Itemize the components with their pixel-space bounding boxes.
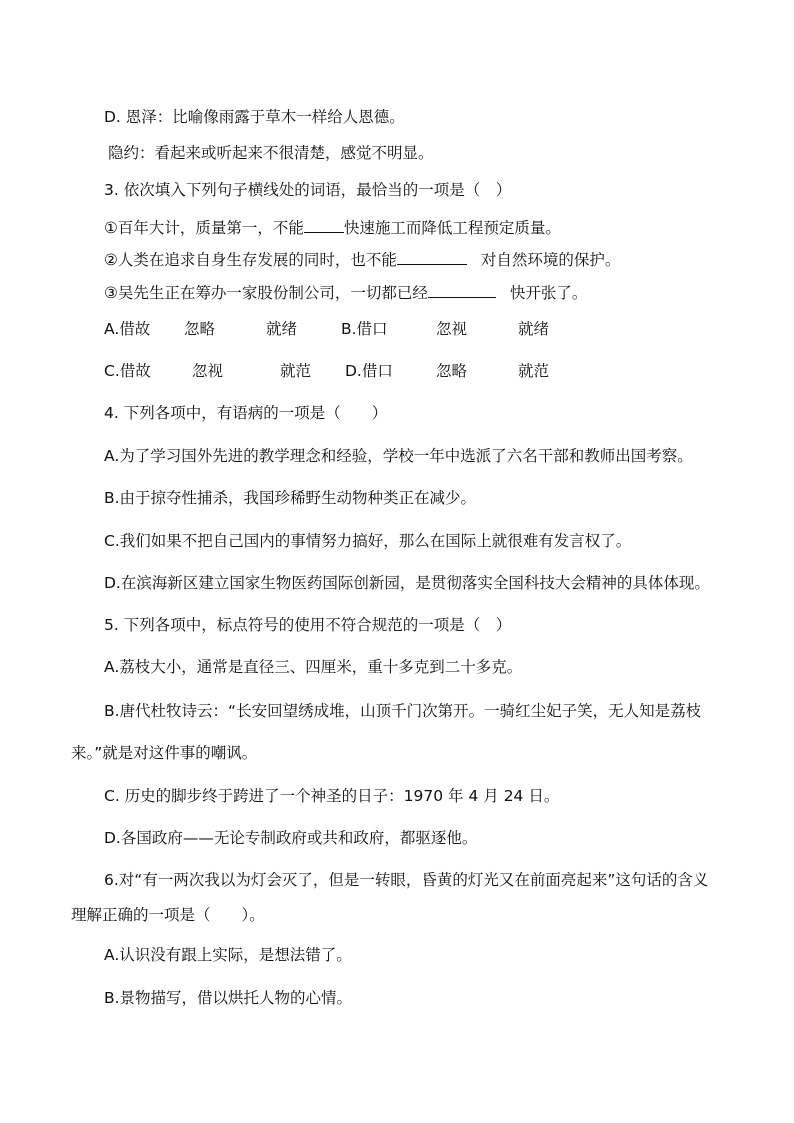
question-4-option-a: A.为了学习国外先进的教学理念和经验，学校一年中选派了六名干部和教师出国考察。 (104, 447, 693, 465)
q3-option-d-word2: 忽略 (436, 362, 468, 380)
fill-blank-3 (428, 281, 496, 298)
definition-yinyue: 隐约：看起来或听起来不很清楚，感觉不明显。 (108, 144, 434, 162)
q3-option-c-word2: 忽视 (192, 362, 224, 380)
question-6-title-line1: 6.对“有一两次我以为灯会灭了，但是一转眼，昏黄的灯光又在前面亮起来”这句话的含义 (104, 871, 709, 889)
question-4-option-b: B.由于掠夺性捕杀，我国珍稀野生动物种类正在减少。 (104, 489, 477, 507)
question-3-title: 3. 依次填入下列句子横线处的词语，最恰当的一项是（ ） (104, 181, 512, 199)
definition-enze: D. 恩泽：比喻像雨露于草木一样给人恩德。 (104, 108, 405, 126)
question-3-sentence-2 (104, 248, 620, 271)
q3-option-a-label: A.借故 (104, 320, 151, 338)
q3-option-d-word3: 就范 (518, 362, 550, 380)
q3-option-b-word3: 就绪 (518, 320, 550, 338)
q3-option-b-label: B.借口 (341, 320, 388, 338)
question-5-option-a: A.荔枝大小，通常是直径三、四厘米，重十多克到二十多克。 (104, 658, 523, 676)
question-5-option-d: D.各国政府——无论专制政府或共和政府，都驱逐他。 (104, 829, 478, 847)
question-4-option-d: D.在滨海新区建立国家生物医药国际创新园，是贯彻落实全国科技大会精神的具体体现。 (104, 574, 710, 592)
sentence-1-part-b: 快速施工而降低工程预定质量。 (343, 219, 561, 237)
fill-blank-1 (304, 216, 344, 233)
sentence-2-part-a: ②人类在追求自身生存发展的同时，也不能 (104, 251, 397, 269)
question-5-title: 5. 下列各项中，标点符号的使用不符合规范的一项是（ ） (104, 616, 512, 634)
question-5-option-b-line2: 来。”就是对这件事的嘲讽。 (71, 744, 258, 762)
q3-option-c-label: C.借故 (104, 362, 151, 380)
question-6-option-b: B.景物描写，借以烘托人物的心情。 (104, 989, 353, 1007)
q3-option-c-word3: 就范 (280, 362, 312, 380)
q3-option-b-word2: 忽视 (436, 320, 468, 338)
sentence-2-part-b: 对自然环境的保护。 (480, 251, 621, 269)
question-3-sentence-3 (104, 281, 587, 304)
q3-option-a-word3: 就绪 (266, 320, 298, 338)
sentence-3-part-b: 快开张了。 (509, 284, 588, 302)
question-6-title-line2: 理解正确的一项是（ ）。 (71, 906, 265, 924)
question-6-option-a: A.认识没有跟上实际，是想法错了。 (104, 946, 352, 964)
sentence-1-part-a: ①百年大计，质量第一，不能 (104, 219, 304, 237)
q3-option-d-label: D.借口 (345, 362, 393, 380)
question-4-title: 4. 下列各项中，有语病的一项是（ ） (104, 404, 388, 422)
q3-option-a-word2: 忽略 (184, 320, 216, 338)
question-5-option-b-line1: B.唐代杜牧诗云：“长安回望绣成堆，山顶千门次第开。一骑红尘妃子笑，无人知是荔枝 (104, 702, 702, 720)
fill-blank-2 (397, 248, 467, 265)
sentence-3-part-a: ③吴先生正在筹办一家股份制公司，一切都已经 (104, 284, 428, 302)
question-3-sentence-1 (104, 216, 561, 239)
question-5-option-c: C. 历史的脚步终于跨进了一个神圣的日子：1970 年 4 月 24 日。 (104, 787, 560, 805)
question-4-option-c: C.我们如果不把自己国内的事情努力搞好，那么在国际上就很难有发言权了。 (104, 532, 632, 550)
